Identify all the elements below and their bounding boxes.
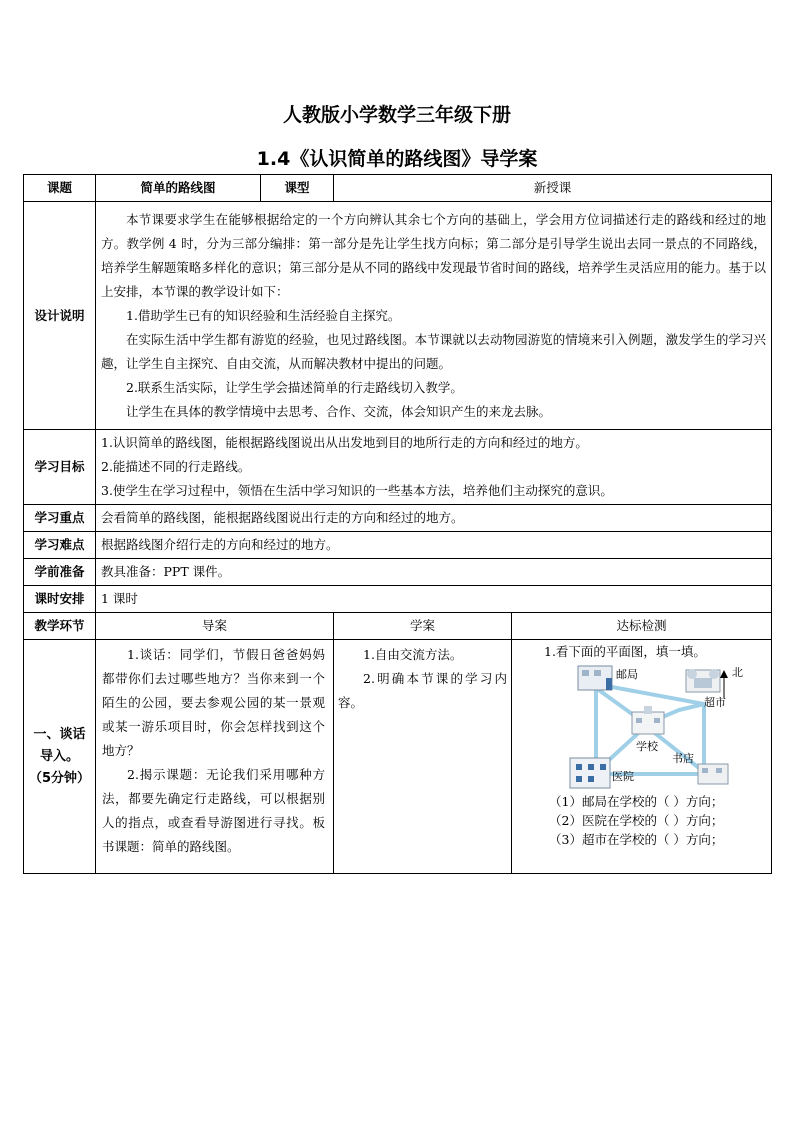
lesson-plan-table (23, 174, 772, 874)
goals-label: 学习目标 (24, 430, 96, 505)
difficulty-row (24, 532, 772, 559)
map-label-school: 学校 (636, 740, 658, 753)
map-label-north: 北 (732, 666, 743, 679)
key-point-value: 会看简单的路线图，能根据路线图说出行走的方向和经过的地方。 (96, 505, 772, 532)
post-office-building (578, 666, 612, 690)
schedule-value: 1 课时 (96, 586, 772, 613)
design-paragraph: 在实际生活中学生都有游览的经验，也见过路线图。本节课就以去动物园游览的情境来引入例题，激发学生的学习兴趣，让学生自主探究、自由交流，从而解决教材中提出的问题。 (101, 331, 766, 371)
section1-guide (96, 640, 334, 874)
study-item: 2.明确本节课的学习内容。 (338, 671, 507, 710)
check-title: 1.看下面的平面图，填一填。 (544, 644, 706, 659)
map-label-post: 邮局 (616, 668, 638, 681)
section1-check (512, 640, 772, 874)
preparation-label: 学前准备 (24, 559, 96, 586)
map-label-hospital: 医院 (612, 770, 634, 783)
type-label: 课型 (261, 175, 334, 202)
check-question: （2）医院在学校的（ ）方向； (549, 813, 724, 828)
phase-line: 一、谈话 (33, 726, 86, 742)
design-paragraph: 让学生在具体的教学情境中去思考、合作、交流，体会知识产生的来龙去脉。 (126, 403, 552, 419)
goal-item: 2.能描述不同的行走路线。 (101, 459, 251, 474)
schedule-label: 课时安排 (24, 586, 96, 613)
key-point-label: 学习重点 (24, 505, 96, 532)
key-point-row (24, 505, 772, 532)
check-question: （3）超市在学校的（ ）方向； (549, 832, 724, 847)
phase-header: 教学环节 (24, 613, 96, 640)
design-content (96, 202, 772, 430)
guide-paragraph: 2.揭示课题：无论我们采用哪种方法，都要先确定行走路线，可以根据别人的指点，或查看导游图进行寻找。板书课题：简单的路线图。 (102, 767, 325, 854)
route-map (564, 664, 754, 792)
phase-line: 导入。 (39, 748, 79, 764)
goal-item: 1.认识简单的路线图，能根据路线图说出从出发地到目的地所行走的方向和经过的地方。 (101, 435, 588, 450)
difficulty-label: 学习难点 (24, 532, 96, 559)
section1-row (24, 640, 772, 874)
guide-paragraph: 1.谈话：同学们，节假日爸爸妈妈都带你们去过哪些地方？当你来到一个陌生的公园，要去参观公园的某一景观或某一游乐项目时，你会怎样找到这个地方？ (102, 647, 325, 758)
topic-value: 简单的路线图 (96, 175, 261, 202)
goal-item: 3.使学生在学习过程中，领悟在生活中学习知识的一些基本方法，培养他们主动探究的意识。 (101, 483, 613, 498)
bookstore-building (698, 764, 728, 784)
topic-row (24, 175, 772, 202)
section1-phase (24, 640, 96, 874)
study-item: 1.自由交流方法。 (363, 647, 463, 662)
schedule-row (24, 586, 772, 613)
supermarket-building (686, 669, 720, 692)
goals-content (96, 430, 772, 505)
map-label-bookstore: 书店 (672, 752, 694, 765)
section1-study (334, 640, 512, 874)
design-paragraph: 1.借助学生已有的知识经验和生活经验自主探究。 (126, 307, 401, 323)
preparation-row (24, 559, 772, 586)
column-header-row (24, 613, 772, 640)
doc-title-line1: 人教版小学数学三年级下册 (282, 104, 511, 126)
check-question: （1）邮局在学校的（ ）方向； (549, 794, 724, 809)
design-paragraph: 本节课要求学生在能够根据给定的一个方向辨认其余七个方向的基础上，学会用方位词描述行走的路线和经过的地方。教学例 4 时，分为三部分编排：第一部分是先让学生找方向标；第二部分是引导学生说出去同一景点的不同路线，培养学生解题策略多样化的意识；第三部分是从不同的路线中发现最节省时间的路线，培养学生灵活应用的能力。基于以上安排，本节课的教学设计如下： (101, 211, 766, 299)
design-row (24, 202, 772, 430)
type-value: 新授课 (334, 175, 772, 202)
design-label: 设计说明 (24, 202, 96, 430)
guide-header: 导案 (96, 613, 334, 640)
school-building (632, 706, 664, 734)
design-paragraph: 2.联系生活实际，让学生学会描述简单的行走路线切入教学。 (126, 379, 463, 395)
study-header: 学案 (334, 613, 512, 640)
map-label-market: 超市 (704, 696, 726, 709)
topic-label: 课题 (24, 175, 96, 202)
check-header: 达标检测 (512, 613, 772, 640)
north-arrow-icon (720, 670, 728, 698)
phase-line: （5分钟） (29, 770, 91, 786)
preparation-value: 教具准备：PPT 课件。 (96, 559, 772, 586)
hospital-building (570, 758, 610, 788)
goals-row (24, 430, 772, 505)
doc-title-line2: 1.4《认识简单的路线图》导学案 (256, 148, 538, 170)
difficulty-value: 根据路线图介绍行走的方向和经过的地方。 (96, 532, 772, 559)
